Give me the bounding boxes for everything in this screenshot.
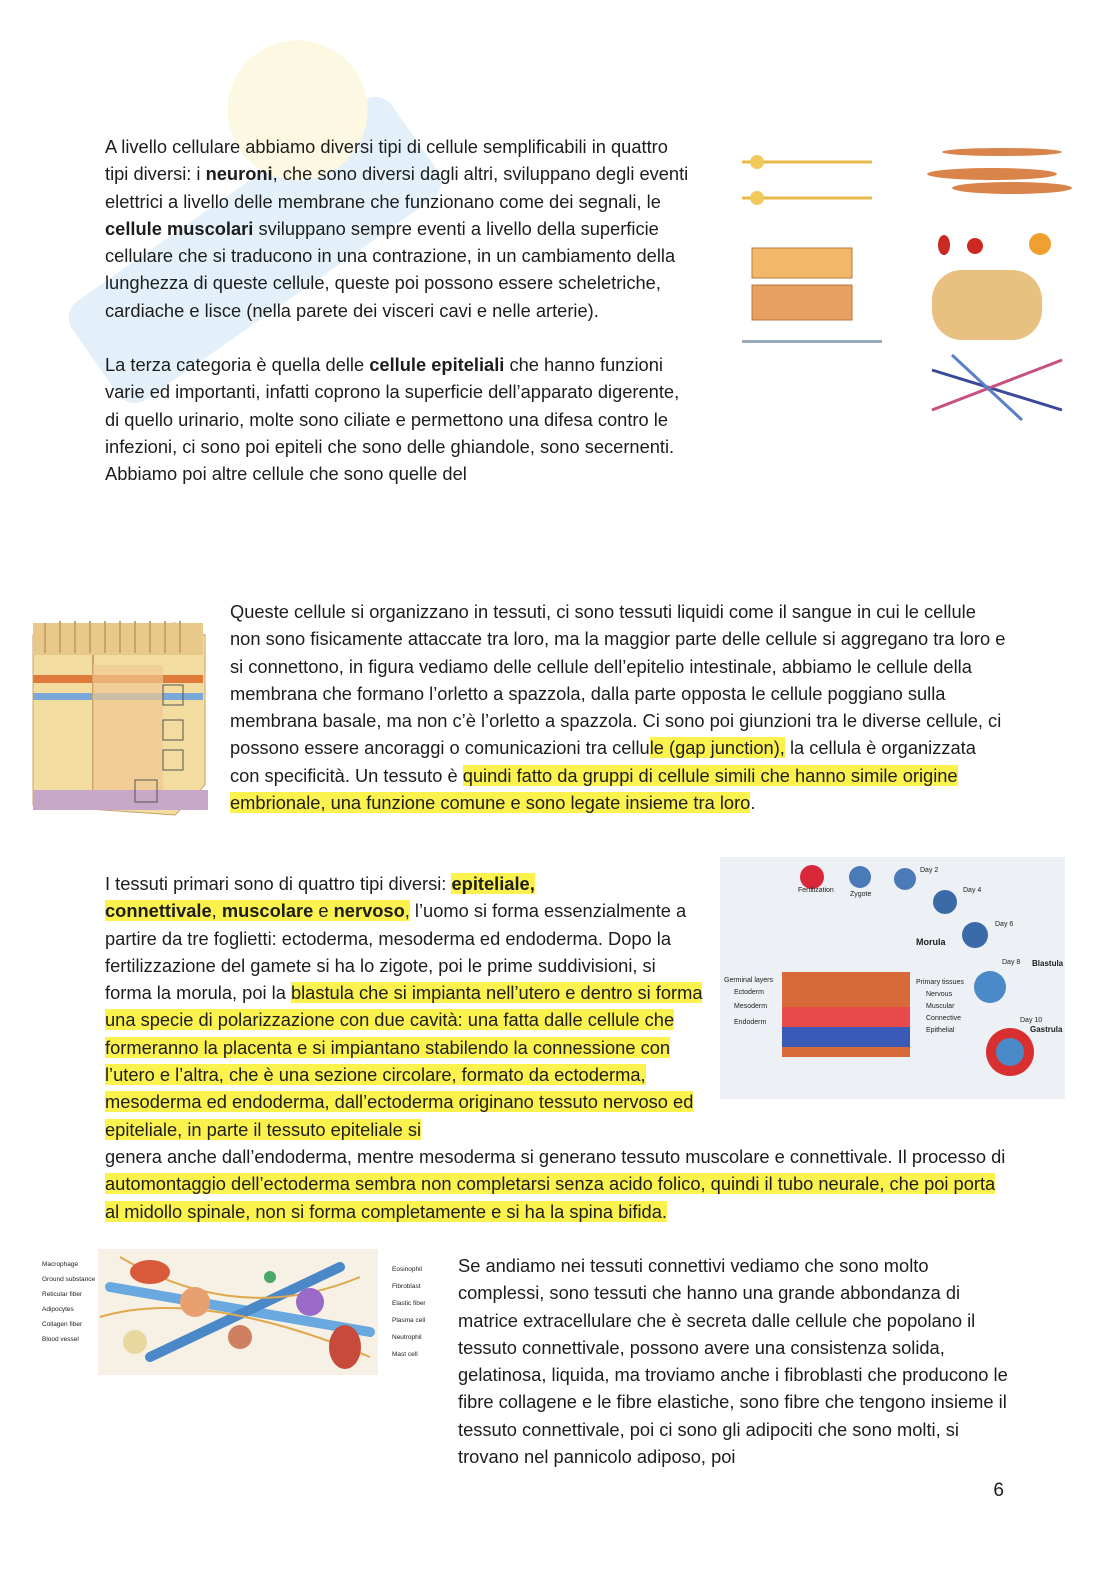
embryo-development-figure: Fertilization Zygote Day 2 Day 4 Morula Day 6 Day 8 Blastula Germinal layers Ectoderm Mesoderm Endoderm Primary tissues Nervous Muscular Connective Epithelial Day 10 Gastrula [720,857,1065,1099]
paragraph-tissue-organization: Queste cellule si organizzano in tessuti, ci sono tessuti liquidi come il sangue in cui le cellule non sono fisicamente attaccate tra loro, ma la maggior parte delle cellule si aggregano tra loro e si connettono, in figura vediamo delle cellule dell’epitelio intestinale, abbiamo le cellule della membrana che formano l’orletto a spazzola, dalla parte opposta le cellule poggiano sulla membrana basale, ma non c’è l’orletto a spazzola. Ci sono poi giunzioni tra le diverse cellule, ci possono essere ancoraggi o comunicazioni tra cellule (gap junction), la cellula è organizzata con specificità. Un tessuto è quindi fatto da gruppi di cellule simili che hanno simile origine embrionale, una funzione comune e sono legate insieme tra loro. [230,601,1006,814]
paragraph-epithelial: La terza categoria è quella delle cellule epiteliali che hanno funzioni varie ed importanti, infatti coprono la superficie dell’apparato digerente, di quello urinario, molte sono ciliate e permettono una difesa contro le infezioni, ci sono poi epiteli che sono delle ghiandole, sono secernenti. Abbiamo poi altre cellule che sono quelle del [105,354,680,485]
paragraph-cell-types: A livello cellulare abbiamo diversi tipi di cellule semplificabili in quattro tipi diversi: i neuroni, che sono diversi dagli altri, sviluppano degli eventi elettrici a livello delle membrane che funzionano come dei segnali, le cellule muscolari sviluppano sempre eventi a livello della superficie cellulare che si traducono in una contrazione, in un cambiamento della lunghezza di queste cellule, queste poi possono essere scheletriche, cardiache e lisce (nella parete dei visceri cavi e nelle arterie). [105,136,689,321]
connective-labels-left: Macrophage Ground substance Reticular fiber Adipocytes Collagen fiber Blood vessel [42,1261,96,1343]
connective-tissue-figure [40,1247,435,1377]
paragraph-connective-tissue: Se andiamo nei tessuti connettivi vediamo che sono molto complessi, sono tessuti che hanno una grande abbondanza di matrice extracellulare che è secreta dalle cellule che popolano il tessuto connettivale, possono avere una consistenza solida, gelatinosa, liquida, ma troviamo anche i fibroblasti che producono le fibre collagene e le fibre elastiche, sono fibre che tengono insieme il tessuto connettivale, poi ci sono gli adipociti che sono molti, si trovano nel pannicolo adiposo, poi [458,1255,1008,1468]
connective-labels-right: Eosinophil Fibroblast Elastic fiber Plasma cell Neutrophil Mast cell [392,1266,426,1358]
paragraph-primary-tissues: I tessuti primari sono di quattro tipi diversi: epiteliale, connettivale, muscolare e nervoso, l’uomo si forma essenzialmente a partire da tre foglietti: ectoderma, mesoderma ed endoderma. Dopo la fertilizzazione del gamete si ha lo zigote, poi le prime suddivisioni, si forma la morula, poi la blastula che si impianta nell’utero e dentro si forma una specie di polarizzazione con due cavità: una fatta dalle cellule che formeranno la placenta e si impiantano stabilendo la connessione con l’utero e l’altra, che è una sezione circolare, formato da ectoderma, mesoderma ed endoderma, dall’ectoderma originano tessuto nervoso ed epiteliale, in parte il tessuto epiteliale si [105,873,703,1140]
paragraph-primary-tissues-cont: genera anche dall’endoderma, mentre mesoderma si generano tessuto muscolare e connettivale. Il processo di automontaggio dell’ectoderma sembra non completarsi senza acido folico, quindi il tubo neurale, che poi porta al midollo spinale, non si forma completamente e si ha la spina bifida. [105,1146,1006,1222]
page-number: 6 [993,1480,1004,1501]
cell-types-figure [722,140,1082,440]
intestinal-epithelium-figure [25,605,210,825]
